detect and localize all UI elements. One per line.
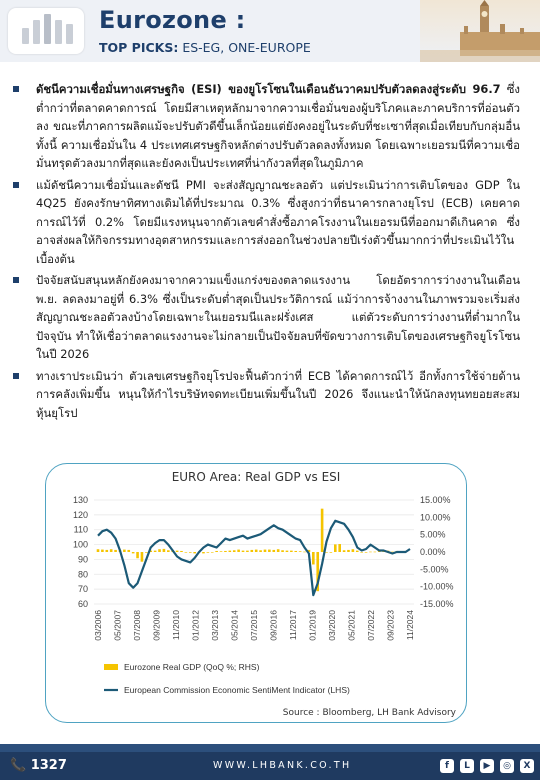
gdp-bar bbox=[215, 551, 218, 552]
x-tick-label: 03/2013 bbox=[210, 610, 220, 641]
gdp-bar bbox=[242, 551, 245, 552]
gdp-bar bbox=[246, 551, 249, 552]
gdp-bar bbox=[286, 551, 289, 552]
page-title: Eurozone : bbox=[99, 6, 246, 34]
gdp-bar bbox=[281, 550, 284, 552]
gdp-bar bbox=[294, 551, 297, 552]
line-icon[interactable]: L bbox=[460, 759, 474, 773]
gdp-bar bbox=[312, 552, 315, 564]
gdp-bar bbox=[136, 552, 139, 558]
gdp-bar bbox=[356, 551, 359, 552]
gdp-bar bbox=[268, 550, 271, 552]
gdp-bar bbox=[334, 544, 337, 552]
right-tick-label: -15.00% bbox=[420, 599, 454, 609]
left-tick-label: 100 bbox=[72, 539, 88, 550]
bullet-3 bbox=[36, 271, 520, 364]
gdp-bar bbox=[189, 552, 192, 553]
x-tick-label: 05/2007 bbox=[112, 610, 123, 641]
x-tick-label: 11/2010 bbox=[171, 610, 181, 641]
gdp-bar bbox=[272, 550, 275, 552]
gdp-bar bbox=[233, 550, 236, 552]
gdp-bar bbox=[338, 544, 341, 552]
gdp-bar bbox=[343, 550, 346, 552]
gdp-bar bbox=[132, 552, 135, 553]
x-tick-label: 11/2024 bbox=[405, 610, 415, 641]
x-tick-label: 07/2015 bbox=[249, 610, 259, 641]
page-subtitle bbox=[99, 40, 311, 55]
x-tick-label: 03/2020 bbox=[327, 610, 337, 641]
gdp-bar bbox=[237, 550, 240, 552]
left-tick-label: 110 bbox=[73, 524, 88, 535]
right-tick-label: -5.00% bbox=[420, 564, 449, 575]
bank-logo bbox=[8, 8, 84, 54]
legend-esi-label: European Commission Economic SentiMent Indicator (LHS) bbox=[124, 685, 350, 695]
gdp-bar bbox=[330, 552, 333, 553]
left-tick-label: 60 bbox=[77, 599, 88, 609]
x-tick-label: 07/2008 bbox=[132, 610, 142, 641]
x-tick-label: 03/2006 bbox=[93, 610, 103, 641]
gdp-bar bbox=[360, 552, 363, 553]
gdp-bar bbox=[352, 549, 355, 552]
right-tick-label: 5.00% bbox=[420, 529, 446, 540]
right-tick-label: 10.00% bbox=[420, 512, 451, 523]
gdp-bar bbox=[154, 551, 157, 552]
right-tick-label: -10.00% bbox=[420, 581, 454, 592]
x-tick-label: 09/2023 bbox=[385, 610, 396, 641]
gdp-bar bbox=[141, 552, 144, 562]
gdp-bar bbox=[127, 550, 130, 552]
gdp-bar bbox=[365, 552, 368, 553]
x-tick-label: 11/2017 bbox=[288, 610, 298, 641]
left-tick-label: 120 bbox=[72, 509, 88, 520]
analysis-bullets bbox=[36, 80, 520, 425]
x-tick-label: 05/2014 bbox=[229, 610, 240, 641]
gdp-bar bbox=[167, 550, 170, 552]
gdp-bar bbox=[290, 551, 293, 552]
gdp-bar bbox=[229, 551, 232, 552]
x-tick-label: 01/2019 bbox=[307, 610, 318, 641]
gdp-bar bbox=[163, 549, 166, 552]
gdp-bar bbox=[251, 550, 254, 552]
x-icon[interactable]: X bbox=[520, 759, 534, 773]
gdp-bar bbox=[158, 549, 161, 552]
gdp-bar bbox=[264, 550, 267, 552]
bullet-marker bbox=[13, 373, 19, 379]
bullet-1-headline: ดัชนีความเชื่อมั่นทางเศรษฐกิจ (ESI) ของยูโรโซนในเดือนธันวาคมปรับตัวลดลงสู่ระดับ 96.7 bbox=[36, 82, 501, 96]
gdp-bar bbox=[220, 551, 223, 552]
legend-gdp-swatch bbox=[104, 664, 118, 670]
left-tick-label: 80 bbox=[77, 569, 88, 580]
left-tick-label: 90 bbox=[77, 554, 88, 565]
right-tick-label: 15.00% bbox=[420, 495, 451, 505]
gdp-bar bbox=[114, 550, 117, 552]
left-tick-label: 70 bbox=[77, 584, 88, 595]
gdp-bar bbox=[211, 552, 214, 553]
logo-bar bbox=[66, 24, 73, 44]
right-tick-label: 0.00% bbox=[420, 547, 446, 557]
gdp-bar bbox=[255, 550, 258, 552]
footer-accent-strip bbox=[0, 744, 540, 752]
x-tick-label: 07/2022 bbox=[366, 610, 376, 641]
bullet-3-text: ปัจจัยสนับสนุนหลักยังคงมาจากความแข็งแกร่งของตลาดแรงงาน โดยอัตราการว่างงานในเดือน พ.ย. ลดลงมาอยู่ที่ 6.3% ซึ่งเป็นระดับต่ำสุดเป็นประวัติการณ์ แม้ว่าการจ้างงานในภาพรวมจะเริ่มส่งสัญญาณชะลอตัวลงบ้างโดยเฉพาะในเยอรมนีและฝรั่งเศส แต่ตัวระดับการว่างงานที่ต่ำมากในปัจจุบัน ทำให้เชื่อว่าตลาดแรงงานจะไม่กลายเป็นปัจจัยลบที่ขัดขวางการเติบโตของเศรษฐกิจยูโรโซนในปี 2026 bbox=[36, 273, 520, 361]
gdp-bar bbox=[277, 549, 280, 552]
logo-bar bbox=[44, 14, 51, 44]
gdp-bar bbox=[299, 551, 302, 552]
bullet-2 bbox=[36, 176, 520, 269]
footer bbox=[0, 752, 540, 780]
gdp-bar bbox=[185, 552, 188, 553]
left-tick-label: 130 bbox=[72, 495, 88, 505]
logo-bar bbox=[33, 20, 40, 44]
gdp-bar bbox=[224, 551, 227, 552]
x-tick-label: 05/2021 bbox=[346, 610, 357, 641]
x-tick-label: 09/2016 bbox=[268, 610, 279, 641]
bullet-4 bbox=[36, 367, 520, 423]
x-tick-label: 01/2012 bbox=[190, 610, 201, 641]
instagram-icon[interactable]: ◎ bbox=[500, 759, 514, 773]
gdp-vs-esi-chart bbox=[45, 463, 467, 723]
gdp-bar bbox=[145, 552, 148, 553]
gdp-bar bbox=[110, 549, 113, 552]
phone-number: 1327 bbox=[30, 758, 67, 773]
gdp-bar bbox=[207, 552, 210, 553]
gdp-bar bbox=[325, 552, 328, 553]
subtitle-label: TOP PICKS: bbox=[99, 40, 179, 55]
london-skyline-image bbox=[420, 0, 540, 62]
gdp-bar bbox=[303, 552, 306, 553]
gdp-bar bbox=[101, 550, 104, 552]
chart-source: Source : Bloomberg, LH Bank Advisory bbox=[282, 708, 456, 718]
chart-title: EURO Area: Real GDP vs ESI bbox=[171, 470, 341, 484]
bullet-1-text: ซึ่งต่ำกว่าที่ตลาดคาดการณ์ โดยมีสาเหตุหลักมาจากความเชื่อมั่นของผู้บริโภคและภาคบริการที่อ่อนตัวลง ขณะที่ภาคการผลิตแม้จะปรับตัวดีขึ้นเล็กน้อยแต่ยังคงอยู่ในระดับที่ชะเซาที่สุดเมื่อเทียบกับกลุ่มอื่น ทั้งนี้ ความเชื่อมั่นใน 4 ประเทศเศรษฐกิจหลักต่างปรับตัวลดลงทั้งหมด โดยเฉพาะเยอรมนีที่ความเชื่อมั่นทรุดตัวลงมากที่สุดและยังคงเป็นประเทศที่น่ากังวลที่สุดในภูมิภาค bbox=[36, 82, 520, 170]
gdp-bar bbox=[369, 552, 372, 553]
gdp-bar bbox=[374, 552, 377, 553]
gdp-bar bbox=[347, 550, 350, 552]
esi-line bbox=[98, 521, 410, 595]
bullet-4-text: ทางเราประเมินว่า ตัวเลขเศรษฐกิจยุโรปจะฟื้นตัวกว่าที่ ECB ได้คาดการณ์ไว้ อีกทั้งการใช้จ่ายด้านการคลังเพิ่มขึ้น หนุนให้กำไรบริษัทจดทะเบียนเพิ่มขึ้นในปี 2026 จึงแนะนำให้นักลงทุนทยอยสะสมหุ้นยุโรป bbox=[36, 368, 520, 420]
bullet-2-text: แม้ดัชนีความเชื่อมั่นและดัชนี PMI จะส่งสัญญาณชะลอตัว แต่ประเมินว่าการเติบโตของ GDP ใน 4Q25 ยังคงรักษาทิศทางเดิมได้ที่ประมาณ 0.3% ซึ่งสูงกว่าที่ธนาคารกลางยุโรป (ECB) เคยคาดการณ์ไว้ที่ 0.2% โดยมีแรงหนุนจากตัวเลขคำสั่งซื้อภาคโรงงานในเยอรมนีที่ออกมาดีเกินคาด ซึ่งอาจส่งผลให้กิจกรรมทางอุตสาหกรรมและการส่งออกในช่วงปลายปีเร่งตัวขึ้นมากกว่าที่ประเมินไว้ในเบื้องต้น bbox=[36, 177, 520, 266]
gdp-bar bbox=[176, 551, 179, 552]
header-banner bbox=[0, 0, 540, 62]
facebook-icon[interactable]: f bbox=[440, 759, 454, 773]
gdp-bar bbox=[259, 550, 262, 552]
bullet-1 bbox=[36, 80, 520, 173]
gdp-bar bbox=[202, 552, 205, 553]
gdp-bar bbox=[97, 549, 100, 552]
youtube-icon[interactable]: ▶ bbox=[480, 759, 494, 773]
subtitle-picks: ES-EG, ONE-EUROPE bbox=[178, 40, 311, 55]
chart-canvas bbox=[46, 464, 466, 722]
gdp-bar bbox=[193, 552, 196, 553]
gdp-bar bbox=[321, 509, 324, 552]
bullet-marker bbox=[13, 182, 19, 188]
call-center-number[interactable]: 📞 1327 bbox=[10, 758, 67, 773]
gdp-bar bbox=[105, 550, 108, 552]
bullet-marker bbox=[13, 86, 19, 92]
logo-bar bbox=[22, 28, 29, 44]
x-tick-label: 09/2009 bbox=[151, 610, 162, 641]
gdp-bar bbox=[180, 551, 183, 552]
logo-bar bbox=[55, 20, 62, 44]
legend-gdp-label: Eurozone Real GDP (QoQ %; RHS) bbox=[124, 662, 260, 672]
gdp-bar bbox=[123, 550, 126, 552]
bullet-marker bbox=[13, 277, 19, 283]
website-link[interactable]: WWW.LHBANK.CO.TH bbox=[213, 760, 352, 771]
